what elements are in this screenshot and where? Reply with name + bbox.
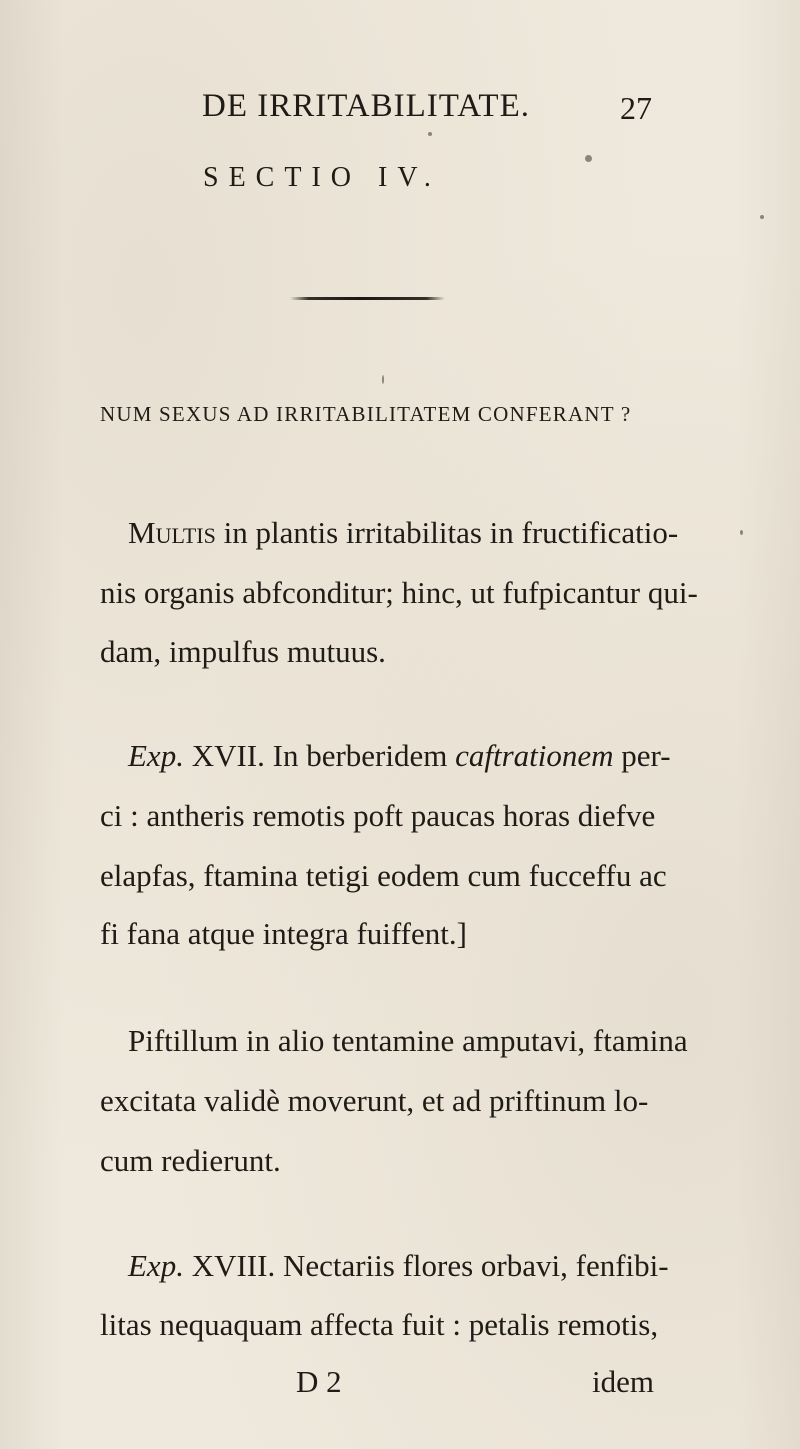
intro-line-1-text: in plantis irritabilitas in fructificatio-	[215, 515, 679, 550]
intro-line-1	[128, 517, 678, 548]
scan-speck	[740, 530, 743, 535]
scan-speck	[760, 215, 764, 219]
page-number: 27	[620, 90, 652, 126]
exp17-line-2: ci : antheris remotis poft paucas horas diefve	[100, 798, 656, 833]
pistillum-line-3: cum redierunt.	[100, 1143, 281, 1178]
intro-line-3: dam, impulfus mutuus.	[100, 634, 386, 669]
catchword: idem	[592, 1364, 654, 1399]
pistillum-line-2: excitata validè moverunt, et ad priftinum lo-	[100, 1083, 649, 1118]
exp17-line-4: fi fana atque integra fuiffent.]	[100, 916, 467, 951]
exp17-line-1	[128, 740, 671, 771]
exp18-line-1-rest: XVIII. Nectariis flores orbavi, fenfibi-	[183, 1248, 669, 1283]
scan-speck	[585, 155, 592, 162]
running-head-title: DE IRRITABILITATE.	[202, 88, 530, 124]
ornamental-rule	[290, 297, 445, 300]
scan-speck	[428, 132, 432, 136]
exp17-line-1-rest: per-	[613, 738, 671, 773]
pistillum-line-1: Piftillum in alio tentamine amputavi, ftamina	[128, 1023, 688, 1058]
exp18-line-2: litas nequaquam affecta fuit : petalis remotis,	[100, 1307, 659, 1342]
exp17-line-3: elapfas, ftamina tetigi eodem cum fucceffu ac	[100, 858, 667, 893]
exp17-number: XVII. In berberidem	[183, 738, 456, 773]
intro-line-2: nis organis abfconditur; hinc, ut fufpicantur qui-	[100, 575, 698, 610]
exp17-italic-term: caftrationem	[455, 738, 614, 773]
exp18-label: Exp.	[128, 1248, 184, 1283]
exp17-label: Exp.	[128, 738, 184, 773]
scan-speck	[382, 375, 384, 384]
section-subtitle: NUM SEXUS AD IRRITABILITATEM CONFERANT ?	[100, 402, 632, 426]
section-heading: SECTIO IV.	[203, 162, 441, 193]
exp18-line-1	[128, 1250, 669, 1281]
intro-first-word: Multis	[128, 515, 216, 550]
signature-mark: D 2	[296, 1364, 342, 1399]
